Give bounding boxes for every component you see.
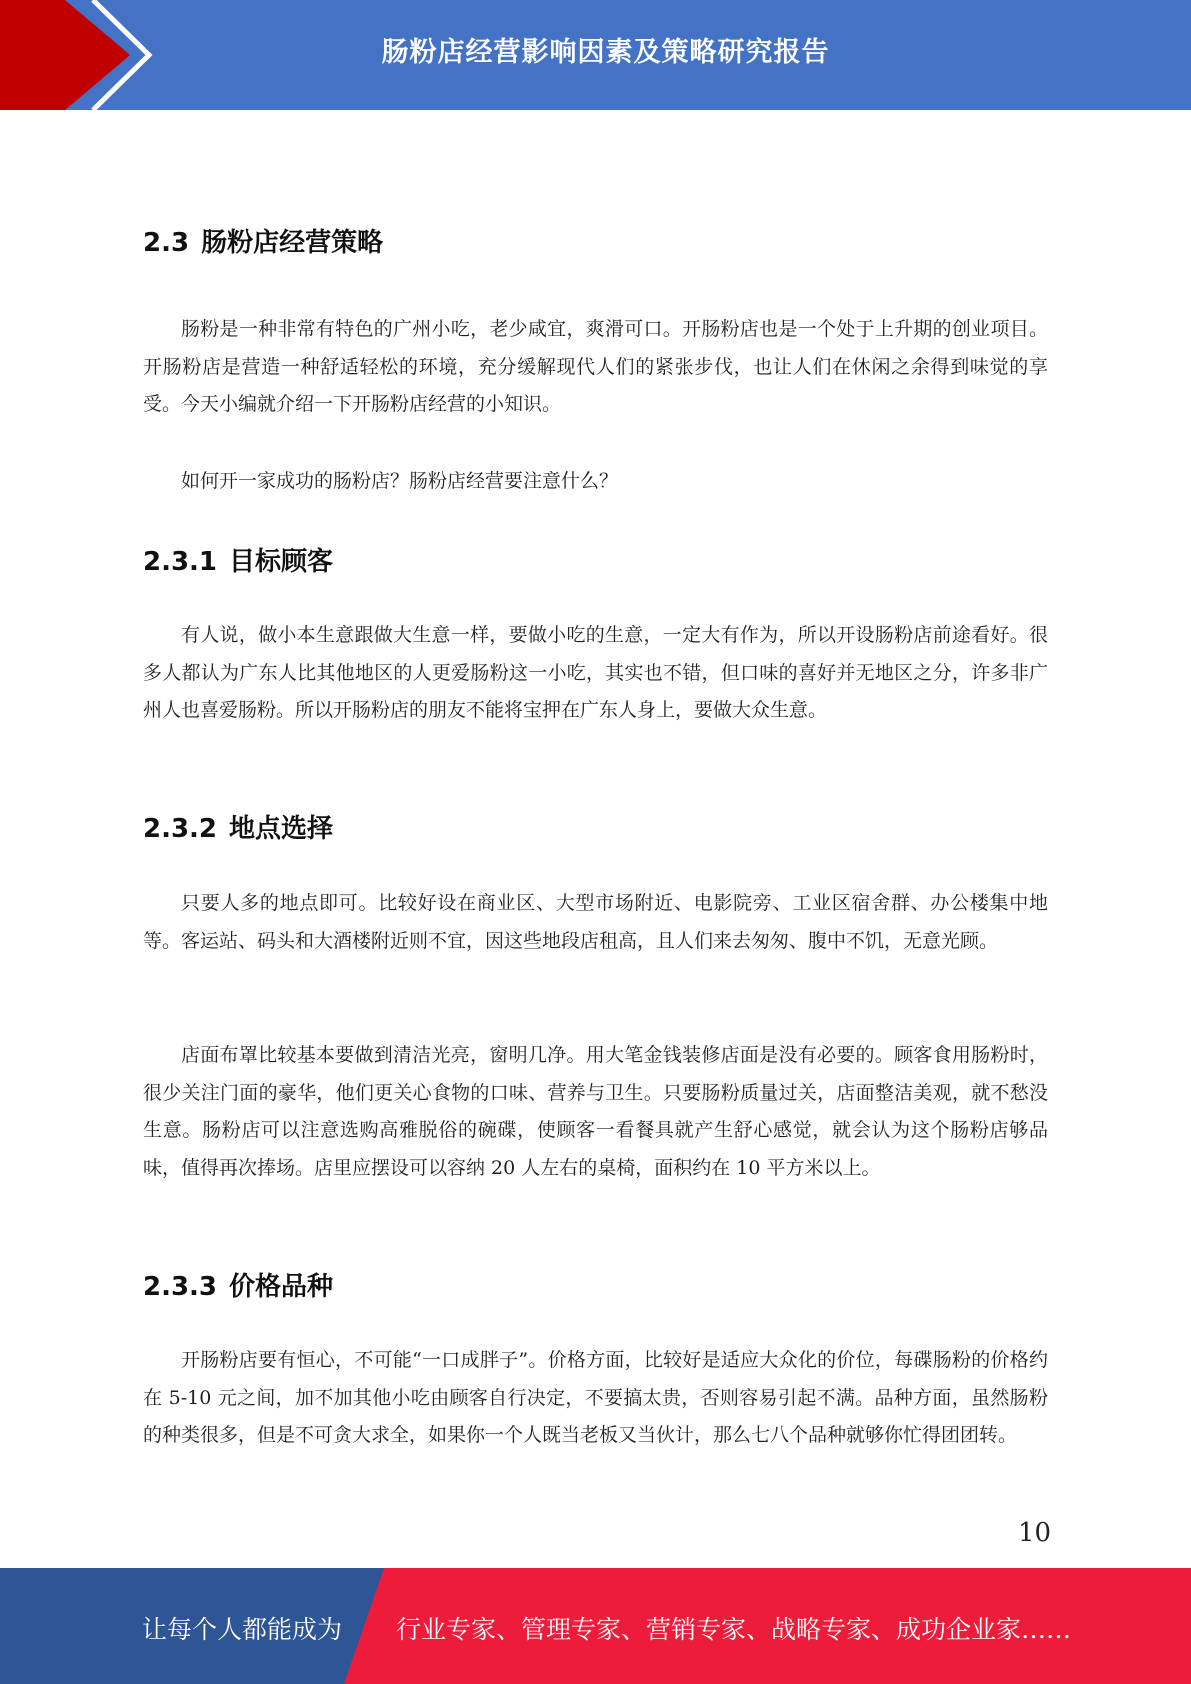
paragraph: 只要人多的地点即可。比较好设在商业区、大型市场附近、电影院旁、工业区宿舍群、办公楼集中地等。客运站、码头和大酒楼附近则不宜，因这些地段店租高，且人们来去匆匆、腹中不饥，无意光顾。 bbox=[143, 892, 1048, 952]
paragraph: 店面布罩比较基本要做到清洁光亮，窗明几净。用大笔金钱装修店面是没有必要的。顾客食用肠粉时，很少关注门面的豪华，他们更关心食物的口味、营养与卫生。只要肠粉质量过关，店面整洁美观，就不愁没生意。肠粉店可以注意选购高雅脱俗的碗碟，使顾客一看餐具就产生舒心感觉，就会认为这个肠粉店够品味，值得再次捧场。店里应摆设可以容纳 20 人左右的桌椅，面积约在 10 平方米以上。 bbox=[143, 1044, 1048, 1179]
section-title: 目标顾客 bbox=[229, 547, 334, 577]
footer-slogan-right: 行业专家、管理专家、营销专家、战略专家、成功企业家…… bbox=[396, 1615, 1072, 1644]
page-number: 10 bbox=[1018, 1518, 1052, 1548]
paragraph: 如何开一家成功的肠粉店？肠粉店经营要注意什么？ bbox=[181, 470, 619, 492]
section-title: 肠粉店经营策略 bbox=[201, 228, 384, 258]
section-heading-2-3-1 bbox=[143, 541, 333, 578]
page-header bbox=[0, 0, 1191, 110]
paragraph: 开肠粉店要有恒心，不可能“一口成胖子”。价格方面，比较好是适应大众化的价位，每碟肠粉的价格约在 5-10 元之间，加不加其他小吃由顾客自行决定，不要搞太贵，否则容易引起不满。品种方面，虽然肠粉的种类很多，但是不可贪大求全，如果你一个人既当老板又当伙计，那么七八个品种就够你忙得团团转。 bbox=[143, 1349, 1048, 1447]
section-number: 2.3 bbox=[143, 228, 190, 258]
section-number: 2.3.2 bbox=[143, 814, 218, 844]
footer-slogan-left: 让每个人都能成为 bbox=[142, 1615, 343, 1644]
section-number: 2.3.3 bbox=[143, 1272, 218, 1302]
section-heading-2-3-2 bbox=[143, 808, 333, 845]
header-title: 肠粉店经营影响因素及策略研究报告 bbox=[381, 37, 830, 68]
section-title: 价格品种 bbox=[229, 1272, 334, 1302]
section-number: 2.3.1 bbox=[143, 547, 218, 577]
paragraph: 有人说，做小本生意跟做大生意一样，要做小吃的生意，一定大有作为，所以开设肠粉店前途看好。很多人都认为广东人比其他地区的人更爱肠粉这一小吃，其实也不错，但口味的喜好并无地区之分，许多非广州人也喜爱肠粉。所以开肠粉店的朋友不能将宝押在广东人身上，要做大众生意。 bbox=[143, 624, 1048, 722]
section-heading-2-3 bbox=[143, 222, 383, 259]
paragraph: 肠粉是一种非常有特色的广州小吃，老少咸宜，爽滑可口。开肠粉店也是一个处于上升期的创业项目。开肠粉店是营造一种舒适轻松的环境，充分缓解现代人们的紧张步伐，也让人们在休闲之余得到味觉的享受。今天小编就介绍一下开肠粉店经营的小知识。 bbox=[143, 318, 1048, 416]
section-heading-2-3-3 bbox=[143, 1266, 333, 1303]
page-footer bbox=[0, 1568, 1191, 1684]
section-title: 地点选择 bbox=[229, 814, 334, 844]
